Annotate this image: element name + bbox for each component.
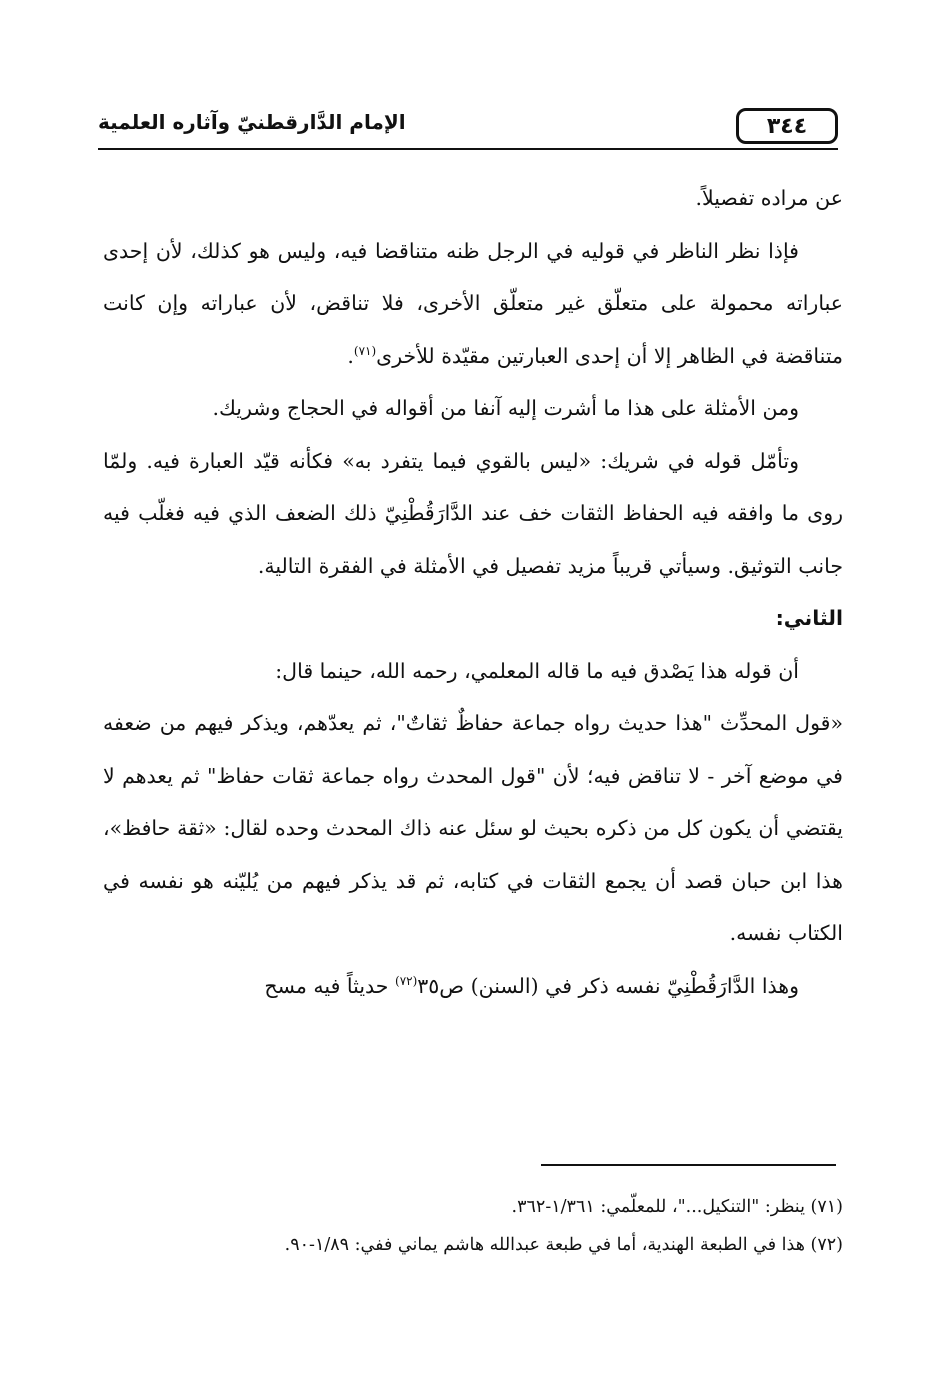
page-header	[98, 108, 838, 148]
footnote: (٧٢) هذا في الطبعة الهندية، أما في طبعة عبدالله هاشم يماني ففي: ١/٨٩-٩٠.	[284, 1235, 843, 1255]
paragraph-end: .	[347, 343, 354, 368]
running-title: الإمام الدَّارقطنيّ وآثاره العلمية	[98, 110, 406, 134]
paragraph-text: وتأمّل قوله في شريك: «ليس بالقوي فيما يتفرد به» فكأنه قيّد العبارة فيه. ولمّا روى ما وافقه فيه الحفاظ الثقات خف عند الدَّارَقُطْنِيّ ذلك الضعف الذي فيه فغلّب فيه جانب التوثيق. وسيأتي قريباً مزيد تفصيل في الأمثلة في الفقرة التالية.	[103, 448, 843, 578]
paragraph	[103, 172, 843, 225]
footnote-ref[interactable]: (٧١)	[353, 343, 377, 358]
footnote: (٧١) ينظر: "التنكيل..."، للمعلّمي: ١/٣٦١-٣٦٢.	[511, 1197, 843, 1217]
paragraph	[103, 645, 843, 698]
paragraph-text: عن مراده تفصيلاً.	[695, 186, 843, 210]
paragraph-text: وهذا الدَّارَقُطْنِيّ نفسه ذكر في (السنن) ص٣٥	[417, 973, 799, 998]
section-heading	[103, 592, 843, 645]
heading-text: الثاني:	[775, 606, 843, 630]
paragraph-text: أن قوله هذا يَصْدق فيه ما قاله المعلمي، رحمه الله، حينما قال:	[275, 658, 799, 683]
paragraph	[103, 435, 843, 593]
footnote-ref[interactable]: (٧٢)	[395, 973, 418, 988]
paragraph	[103, 382, 843, 435]
paragraph-end: حديثاً فيه مسح	[264, 973, 395, 998]
body-text	[103, 172, 843, 1012]
paragraph	[103, 225, 843, 383]
quote-paragraph	[103, 697, 843, 960]
quote-text: «قول المحدِّث "هذا حديث رواه جماعة حفاظٌ ثقاتٌ"، ثم يعدّهم، ويذكر فيهم من ضعفه في موضع آخر - لا تناقض فيه؛ لأن "قول المحدث رواه جماعة ثقات حفاظ" ثم يعدهم لا يقتضي أن يكون كل من ذكره بحيث لو سئل عنه ذاك المحدث وحده لقال: «ثقة حافظ»، هذا ابن حبان قصد أن يجمع الثقات في كتابه، ثم قد يذكر فيهم من يُليّنه هو نفسه في الكتاب نفسه.	[103, 711, 843, 945]
footnotes	[103, 1188, 843, 1264]
paragraph-text: فإذا نظر الناظر في قوليه في الرجل ظنه متناقضا فيه، وليس هو كذلك، لأن إحدى عباراته محمولة على متعلّق غير متعلّق الأخرى، فلا تناقض، لأن عباراته وإن كانت متناقضة في الظاهر إلا أن إحدى العبارتين مقيّدة للأخرى	[103, 238, 843, 368]
paragraph	[103, 960, 843, 1013]
header-rule	[98, 148, 838, 150]
paragraph-text: ومن الأمثلة على هذا ما أشرت إليه آنفا من أقواله في الحجاج وشريك.	[212, 396, 799, 420]
footnote-separator	[541, 1164, 836, 1166]
page-number: ٣٤٤	[736, 108, 838, 144]
